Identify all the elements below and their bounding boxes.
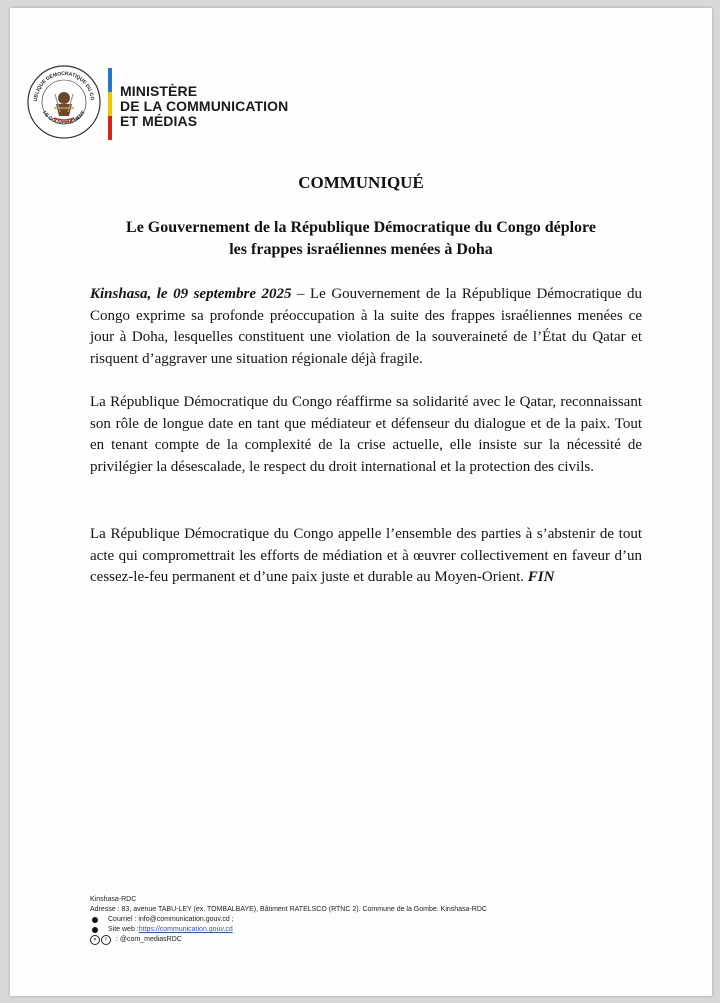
paragraph-2: La République Démocratique du Congo réaffirme sa solidarité avec le Qatar, reconnaissant son rôle de longue date en tant que médiateur et défenseur du dialogue et de la paix. Tout en tenant compte de la complexité de la crise actuelle, elle insiste sur la nécessité de privilégier la désescalade, le respect du droit international et la protection des civils. bbox=[90, 394, 642, 475]
footer-social-handle[interactable]: : @com_mediasRDC bbox=[116, 936, 182, 943]
document-page bbox=[10, 8, 712, 996]
svg-text:RÉPUBLIQUE DÉMOCRATIQUE DU CON: UBLIQUE DÉMOCRATIQUE DU CO bbox=[32, 70, 95, 102]
end-marker: FIN bbox=[527, 569, 555, 585]
facebook-icon: f bbox=[101, 935, 111, 945]
footer-email-row bbox=[90, 915, 487, 925]
paragraph-3 bbox=[90, 524, 642, 589]
headline-line-1: Le Gouvernement de la République Démocratique du Congo déplore bbox=[126, 219, 596, 236]
email-bullet-icon bbox=[92, 917, 98, 923]
footer-web-label: Site web : bbox=[108, 926, 139, 933]
flag-color-bar bbox=[108, 68, 112, 140]
ministry-line-1: MINISTÈRE bbox=[120, 83, 198, 99]
ministry-line-3: ET MÉDIAS bbox=[120, 113, 198, 129]
paragraph-1 bbox=[90, 284, 642, 370]
footer-address: Adresse : 83, avenue TABU-LEY (ex. TOMBALBAYE), Bâtiment RATELSCO (RTNC 2). Commune de la Gombe. Kinshasa-RDC bbox=[90, 906, 487, 913]
footer-email: Courriel : info@communication.gouv.cd ; bbox=[108, 916, 234, 923]
document-title: COMMUNIQUÉ bbox=[298, 173, 424, 192]
footer-social-row bbox=[90, 935, 487, 945]
web-bullet-icon bbox=[92, 927, 98, 933]
ministry-name bbox=[120, 84, 288, 129]
social-icons bbox=[90, 935, 112, 945]
ministry-line-2: DE LA COMMUNICATION bbox=[120, 98, 289, 114]
footer-city: Kinshasa-RDC bbox=[90, 896, 137, 903]
footer bbox=[90, 895, 487, 945]
dateline: Kinshasa, le 09 septembre 2025 bbox=[90, 286, 292, 302]
headline bbox=[70, 217, 652, 261]
paragraph-1-text: – Le Gouvernement de la République Démocratique du Congo exprime sa profonde préoccupation à la suite des frappes israéliennes menées ce jour à Doha, lesquelles constituent une violation de la souveraineté de l’État du Qatar et risquent d’aggraver une situation régionale déjà fragile. bbox=[90, 286, 642, 367]
footer-web-row bbox=[90, 925, 487, 935]
paragraph-3-text: La République Démocratique du Congo appelle l’ensemble des parties à s’abstenir de tout acte qui compromettrait les efforts de médiation et à œuvrer collectivement en faveur d’un cessez-le-feu permanent et d’une paix juste et durable au Moyen-Orient. bbox=[90, 526, 642, 585]
government-seal-logo bbox=[26, 64, 102, 140]
footer-web-link[interactable]: https://communication.gouv.cd bbox=[138, 926, 233, 933]
x-icon: ✕ bbox=[90, 935, 100, 945]
svg-text:LE GOUVERNEMENT: LE GOUVERNEMENT bbox=[41, 109, 87, 127]
headline-line-2: les frappes israéliennes menées à Doha bbox=[229, 241, 493, 258]
